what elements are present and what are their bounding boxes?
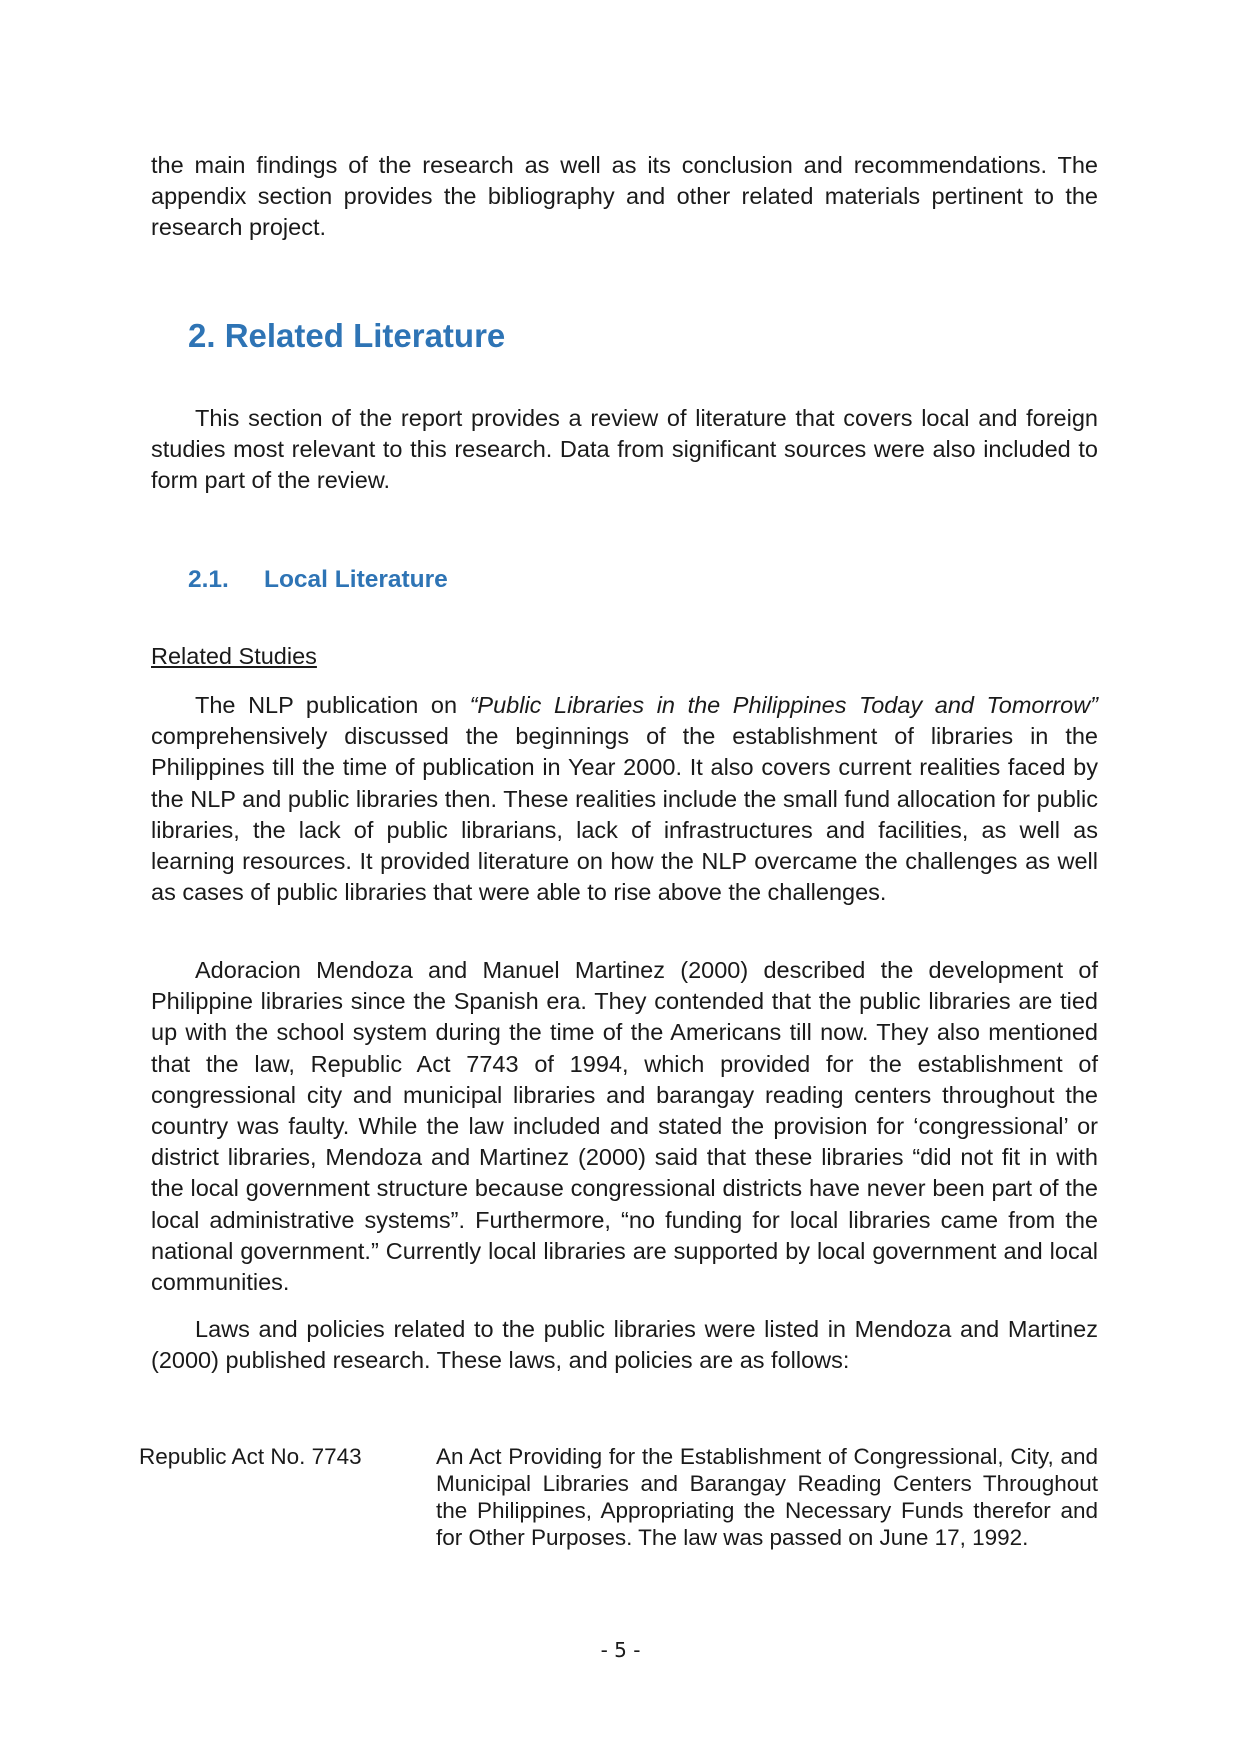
law-name: Republic Act No. 7743	[139, 1444, 362, 1469]
related-studies-paragraph-1	[151, 690, 1098, 908]
related-studies-label: Related Studies	[151, 643, 317, 669]
law-description: An Act Providing for the Establishment of Congressional, City, and Municipal Libraries and Barangay Reading Centers Throughout the Philippines, Appropriating the Necessary Funds therefor and for Other Purposes. The law was passed on June 17, 1992.	[436, 1444, 1098, 1550]
subsection-title: Local Literature	[264, 566, 448, 593]
publication-title: “Public Libraries in the Philippines Today and Tomorrow”	[469, 692, 1098, 718]
subsection-number: 2.1.	[188, 566, 229, 593]
intro-paragraph: the main findings of the research as well as its conclusion and recommendations. The appendix section provides the bibliography and other related materials pertinent to the research project.	[151, 152, 1098, 241]
section-heading: 2. Related Literature	[188, 317, 506, 354]
section-intro-paragraph: This section of the report provides a review of literature that covers local and foreign studies most relevant to this research. Data from significant sources were also included to form part of the review.	[151, 405, 1098, 494]
related-studies-paragraph-3: Laws and policies related to the public libraries were listed in Mendoza and Martinez (2000) published research. These laws, and policies are as follows:	[151, 1316, 1098, 1374]
related-studies-paragraph-2: Adoracion Mendoza and Manuel Martinez (2000) described the development of Philippine libraries since the Spanish era. They contended that the public libraries are tied up with the school system during the time of the Americans till now. They also mentioned that the law, Republic Act 7743 of 1994, which provided for the establishment of congressional city and municipal libraries and barangay reading centers throughout the country was faulty. While the law included and stated the provision for ‘congressional’ or district libraries, Mendoza and Martinez (2000) said that these libraries “did not fit in with the local government structure because congressional districts have never been part of the local administrative systems”. Furthermore, “no funding for local libraries came from the national government.” Currently local libraries are supported by local government and local communities.	[151, 957, 1098, 1296]
page-number: - 5 -	[600, 1638, 641, 1662]
subsection-heading	[188, 566, 448, 594]
para1-rest: comprehensively discussed the beginnings of the establishment of libraries in the Philippines till the time of publication in Year 2000. It also covers current realities faced by the NLP and public libraries then. These realities include the small fund allocation for public libraries, the lack of public librarians, lack of infrastructures and facilities, as well as learning resources. It provided literature on how the NLP overcame the challenges as well as cases of public libraries that were able to rise above the challenges.	[151, 723, 1098, 906]
para1-lead: The NLP publication on	[195, 692, 470, 718]
